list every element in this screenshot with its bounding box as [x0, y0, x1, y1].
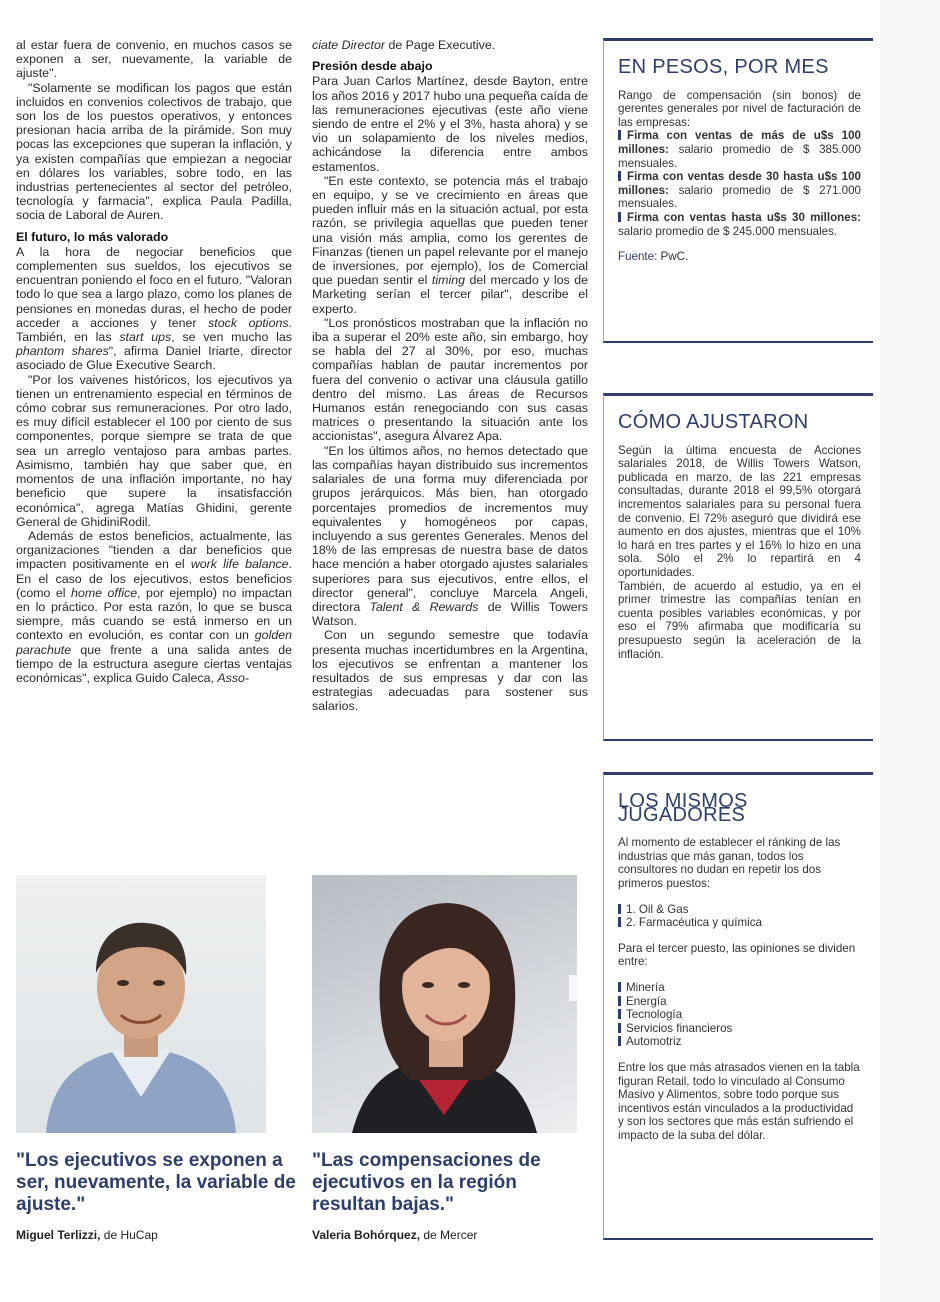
pull-quote: "Los ejecutivos se exponen a ser, nuevamente, la variable de ajuste." [16, 1150, 296, 1215]
option-item: Servicios financieros [618, 1022, 861, 1036]
salary-item: Firma con ventas de más de u$s 100 millones: salario promedio de $ 385.000 mensuales. [618, 129, 861, 170]
paragraph: "Los pronósticos mostraban que la inflación no iba a superar el 20% este año, sin embargo, hoy se habla del 27 al 30%, por eso, muchas compañías hablan de pautar incrementos por fuera del convenio o activar una cláusula gatillo dentro del mismo. Las áreas de Recursos Humanos están renegociando con sus casas matrices o presentando la situación ante los accionistas", asegura Álvarez Apa. [312, 315, 588, 444]
box-title: LOS MISMOS JUGADORES [618, 790, 748, 826]
quote-credit: Miguel Terlizzi, de HuCap [16, 1228, 158, 1242]
options-list [618, 981, 861, 1049]
paragraph: al estar fuera de convenio, en muchos casos se exponen a ser, nuevamente, la variable de ajuste". [16, 38, 292, 81]
paragraph: "Por los vaivenes históricos, los ejecutivos ya tienen un entrenamiento especial en términos de cómo cobrar sus remuneraciones. Por otro lado, es muy difícil establecer el 100 por ciento de sus componentes, porque siempre se trata de que sea un arreglo ventajoso para ambas partes. Asimismo, también hay que saber que, en momentos de una inflación importante, no hay beneficio que supere la insatisfacción económica", agrega Matías Ghidini, gerente General de GhidiniRodil. [16, 372, 292, 529]
page-margin-strip [880, 0, 940, 1302]
sidebar-box-adjustments [603, 393, 873, 741]
option-item: Minería [618, 981, 861, 995]
box-title: EN PESOS, POR MES [618, 56, 829, 78]
paragraph: Además de estos beneficios, actualmente, las organizaciones "tienden a dar beneficios que impacten positivamente en el work life balance. En el caso de los ejecutivos, estos beneficios (como el home office, por ejemplo) no impactan en lo práctico. Por esta razón, lo que se busca siempre, más cuando se está inmerso en un contexto en evolución, es contar con un golden parachute que frente a una salida antes de tiempo de la estructura asegure ciertas ventajas económicas", explica Guido Caleca, Asso- [16, 528, 292, 685]
paragraph: "En los últimos años, no hemos detectado que las compañías hayan distribuido sus incrementos salariales de una forma muy diferenciada por grupos jerárquicos. Más bien, han otorgado porcentajes promedios de incrementos muy equivalentes y homogéneos por capas, incluyendo a sus gerentes Generales. Menos del 18% de las empresas de nuestra base de datos hace mención a haber otorgado ajustes salariales superiores para sus ejecutivos, entre ellos, el director general", concluye Marcela Angeli, directora Talent & Rewards de Willis Towers Watson. [312, 443, 588, 629]
portrait-photo-bohorquez [312, 875, 577, 1133]
section-heading: El futuro, lo más valorado [16, 229, 169, 244]
paragraph: "Solamente se modifican los pagos que están incluidos en convenios colectivos de trabajo, que son los de los puestos operativos, y entonces presionan hacia arriba de la pirámide. Son muy pocas las excepciones que superan la inflación, y ya existen compañías que empiezan a negociar en dólares los variables, sobre todo, en las industrias pertenecientes al sector del petróleo, tecnología y farmacia", explica Paula Padilla, socia de Laboral de Auren. [16, 80, 292, 223]
box-title: CÓMO AJUSTARON [618, 411, 809, 433]
article-column-1 [16, 38, 292, 685]
paragraph: "En este contexto, se potencia más el trabajo en equipo, y se ve crecimiento en áreas que pueden influir más en la situación actual, por esta razón, se privilegia aquellas que pueden tener una visión más amplia, como los gerentes de Finanzas (tienen un papel relevante por el manejo de inversiones, por ejemplo), los de Comercial que puedan sentir el timing del mercado y los de Marketing serían el tercer pilar", describe el experto. [312, 173, 588, 316]
box-paragraph: Entre los que más atrasados vienen en la tabla figuran Retail, todo lo vinculado al Consumo Masivo y Alimentos, sobre todo porque sus incentivos están vinculados a la productividad y son los sectores que más están sufriendo el impacto de la suba del dólar. [618, 1060, 860, 1142]
ranking-item: 2. Farmacéutica y química [618, 916, 861, 930]
pull-quote: "Las compensaciones de ejecutivos en la región resultan bajas." [312, 1150, 541, 1215]
section-heading: Presión desde abajo [312, 59, 433, 74]
paragraph: Para Juan Carlos Martínez, desde Bayton, entre los años 2016 y 2017 hubo una pequeña caída de las remuneraciones ejecutivas (este año viene siendo de entre el 2% y el 3%, hasta ahora) y se vio un solapamiento de los niveles medios, achicándose la diferencia entre ambos estamentos. [312, 74, 588, 174]
ranking-list [618, 903, 861, 930]
box-paragraph: Para el tercer puesto, las opiniones se dividen entre: [618, 941, 856, 969]
option-item: Energía [618, 995, 861, 1009]
option-item: Automotriz [618, 1035, 861, 1049]
box-source: Fuente: PwC. [618, 250, 689, 264]
sidebar-box-salaries [603, 38, 873, 343]
paragraph: ciate Director de Page Executive. [312, 38, 496, 52]
portrait-photo-terlizzi [16, 875, 266, 1133]
salary-item: Firma con ventas hasta u$s 30 millones: salario promedio de $ 245.000 mensuales. [618, 210, 861, 238]
box-intro: Rango de compensación (sin bonos) de gerentes generales por nivel de facturación de las empresas: [618, 88, 861, 129]
box-paragraph: Según la última encuesta de Acciones salariales 2018, de Willis Towers Watson, publicada en marzo, de las 221 empresas consultadas, durante 2018 el 99,5% otorgará incrementos salariales para su personal fuera de convenio. El 72% aseguró que dividirá ese aumento en dos ajustes, mientras que el 10% lo hará en tres partes y el 16% lo hizo en una sola. Sólo el 2% lo repartirá en 4 oportunidades. [618, 443, 861, 579]
ranking-item: 1. Oil & Gas [618, 903, 861, 917]
quote-credit: Valeria Bohórquez, de Mercer [312, 1228, 478, 1242]
sidebar-box-industries [603, 772, 873, 1240]
box-paragraph: Al momento de establecer el ránking de las industrias que más ganan, todos los consultores no dudan en repetir los dos primeros puestos: [618, 836, 841, 890]
article-column-2 [312, 38, 588, 714]
paragraph: A la hora de negociar beneficios que complementen sus sueldos, los ejecutivos se encuentran poniendo el foco en el futuro. "Valoran todo lo que sea a largo plazo, como los planes de pensiones en monedas duras, el hecho de poder acceder a acciones y tener stock options. También, en las start ups, se ven mucho las phantom shares", afirma Daniel Iriarte, director asociado de Glue Executive Search. [16, 244, 292, 373]
option-item: Tecnología [618, 1008, 861, 1022]
box-paragraph: También, de acuerdo al estudio, ya en el primer trimestre las compañías tenían en cuenta posibles variables económicas, y por eso el 79% afirmaba que modificaría su presupuesto según la aceleración de la inflación. [618, 579, 861, 661]
paragraph: Con un segundo semestre que todavía presenta muchas incertidumbres en la Argentina, los ejecutivos se enfrentan a mantener los resultados de sus empresas y dar con las estrategias adecuadas para sostener sus salarios. [312, 628, 588, 714]
salary-item: Firma con ventas desde 30 hasta u$s 100 millones: salario promedio de $ 271.000 mensuales. [618, 170, 861, 211]
